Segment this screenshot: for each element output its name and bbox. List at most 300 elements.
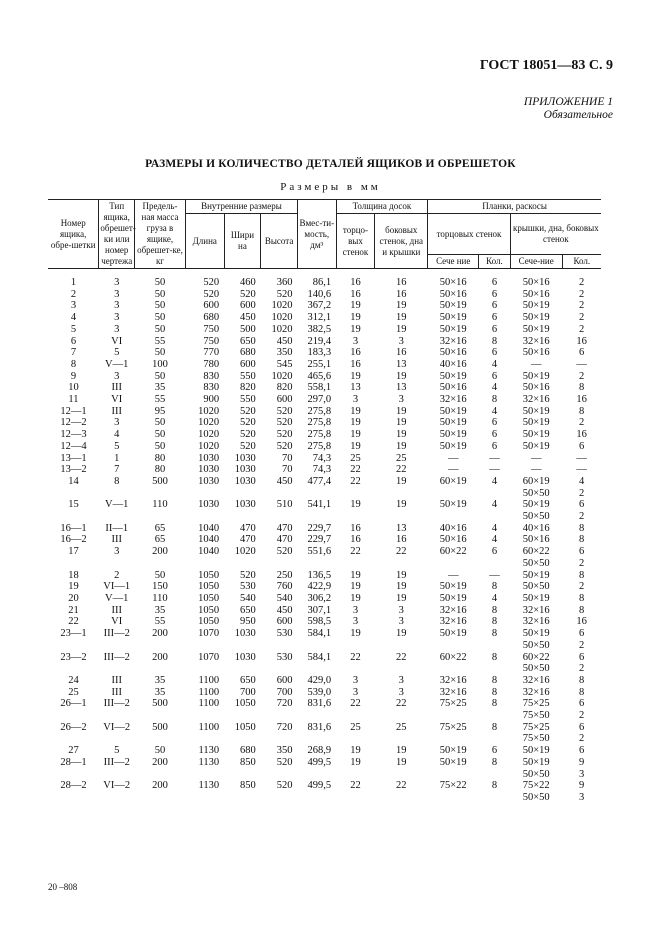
cell-thick-end: 22 (350, 651, 361, 663)
cell-width: 1030 (234, 452, 256, 464)
cell-qty-2: 2 (578, 300, 585, 312)
cell-section-2: 50×50 (522, 557, 550, 569)
cell-section: 32×16 (439, 335, 467, 347)
cell-num (48, 640, 99, 652)
table-row (48, 652, 601, 664)
cell-section-2: 75×50 (522, 710, 550, 722)
cell-height (261, 488, 298, 500)
cell-qty: 6 (491, 277, 498, 288)
cell-thick-end (336, 733, 375, 745)
cell-width: 530 (240, 581, 256, 593)
cell-qty-2: 6 (578, 651, 585, 663)
header-thick-end: торцо-вых стенок (336, 214, 375, 269)
cell-num: 23—1 (60, 628, 87, 640)
cell-num: 6 (70, 335, 77, 347)
cell-mass (135, 558, 186, 570)
cell-capacity: 306,2 (307, 592, 332, 604)
cell-height: 520 (276, 288, 293, 300)
cell-thick-end: 16 (350, 522, 361, 534)
cell-type: III (111, 405, 122, 417)
cell-mass: 500 (152, 475, 168, 487)
cell-qty (479, 792, 511, 804)
cell-width (224, 488, 261, 500)
cell-length: 1040 (198, 534, 220, 546)
cell-thick-side (375, 733, 428, 745)
cell-capacity: 140,6 (307, 288, 332, 300)
cell-thick-end: 19 (350, 569, 361, 581)
cell-height (261, 769, 298, 781)
cell-thick-end: 16 (350, 347, 361, 359)
cell-capacity: 307,1 (307, 604, 332, 616)
table-row (48, 347, 601, 359)
cell-type: 5 (114, 440, 120, 452)
cell-qty-2: 16 (576, 394, 587, 406)
cell-section-2: 50×16 (522, 277, 550, 288)
table-row (48, 488, 601, 500)
cell-thick-end: 19 (350, 323, 361, 335)
cell-width: 520 (240, 569, 256, 581)
cell-capacity (297, 733, 336, 745)
cell-capacity (297, 769, 336, 781)
cell-qty-2: 16 (576, 335, 587, 347)
cell-num (48, 792, 99, 804)
cell-thick-side: 3 (398, 394, 404, 406)
cell-num (48, 488, 99, 500)
cell-section-2: 50×19 (522, 370, 550, 382)
cell-qty: 8 (491, 604, 498, 616)
cell-qty (479, 710, 511, 722)
cell-width: 550 (240, 394, 256, 406)
cell-width: 700 (240, 686, 256, 698)
cell-type: VI—1 (103, 581, 131, 593)
cell-num: 17 (68, 546, 79, 558)
cell-mass: 80 (154, 464, 166, 476)
cell-capacity (297, 640, 336, 652)
cell-type: 3 (114, 546, 120, 558)
cell-type (99, 792, 135, 804)
cell-num: 24 (68, 674, 79, 686)
cell-num: 27 (68, 745, 79, 757)
cell-thick-side (375, 558, 428, 570)
cell-width: 450 (240, 312, 256, 324)
cell-section (428, 792, 479, 804)
cell-capacity (297, 558, 336, 570)
cell-num: 7 (70, 347, 77, 359)
cell-length (185, 663, 224, 675)
header-capacity: Вмес-ти-мость, дм³ (297, 200, 336, 269)
cell-thick-side (375, 640, 428, 652)
cell-length: 1100 (198, 698, 220, 710)
cell-width: 850 (240, 756, 256, 768)
cell-length (185, 511, 224, 523)
header-width: Шири на (224, 214, 261, 269)
cell-height: 360 (276, 277, 293, 288)
cell-num: 15 (68, 499, 79, 511)
cell-mass: 200 (152, 628, 168, 640)
table-row (48, 687, 601, 699)
cell-type: 2 (114, 569, 120, 581)
cell-height: 600 (276, 616, 293, 628)
cell-section-2: 50×19 (522, 300, 550, 312)
cell-section (428, 769, 479, 781)
cell-section-2: — (530, 464, 542, 476)
cell-mass: 35 (154, 686, 166, 698)
cell-thick-side: 22 (396, 780, 407, 792)
cell-thick-end: 16 (350, 358, 361, 370)
cell-qty: — (489, 464, 500, 476)
cell-section: 40×16 (439, 358, 467, 370)
cell-thick-side: 13 (396, 522, 407, 534)
cell-num: 25 (68, 686, 79, 698)
cell-thick-side: 22 (396, 464, 407, 476)
cell-num (48, 710, 99, 722)
cell-mass: 50 (154, 347, 166, 359)
cell-length: 1070 (198, 628, 220, 640)
table-row (48, 406, 601, 418)
table-row (48, 417, 601, 429)
cell-qty: 8 (491, 628, 498, 640)
page-header: ГОСТ 18051—83 С. 9 (479, 58, 613, 73)
cell-section-2: 75×22 (522, 780, 550, 792)
cell-thick-side: 3 (398, 686, 404, 698)
cell-type: 4 (114, 429, 120, 441)
table-row (48, 593, 601, 605)
cell-type (99, 733, 135, 745)
cell-section-2: 32×16 (522, 335, 550, 347)
cell-num: 16—1 (60, 522, 87, 534)
cell-section: 50×19 (439, 417, 467, 429)
cell-height: 470 (276, 534, 293, 546)
cell-section-2: 50×19 (522, 756, 550, 768)
cell-width: 650 (240, 604, 256, 616)
cell-capacity: 429,0 (307, 674, 332, 686)
cell-capacity: 297,0 (307, 394, 332, 406)
cell-length: 750 (203, 323, 220, 335)
cell-section: 75×25 (439, 698, 467, 710)
cell-width (224, 792, 261, 804)
cell-section-2: 50×16 (522, 382, 550, 394)
cell-length: 750 (203, 335, 220, 347)
cell-type: 3 (114, 288, 120, 300)
cell-width: 680 (240, 347, 256, 359)
cell-section: 50×19 (439, 499, 467, 511)
table-row (48, 757, 601, 769)
cell-height: 250 (276, 569, 293, 581)
table-row (48, 698, 601, 710)
spacer (48, 269, 601, 278)
cell-qty: 4 (491, 499, 498, 511)
cell-thick-side: 16 (396, 277, 407, 288)
cell-length: 1020 (198, 440, 220, 452)
cell-thick-end (336, 792, 375, 804)
cell-mass: 55 (154, 616, 166, 628)
table-row (48, 336, 601, 348)
cell-thick-side: 16 (396, 288, 407, 300)
cell-qty-2: 2 (578, 639, 585, 651)
cell-thick-end (336, 663, 375, 675)
cell-height: 520 (276, 756, 293, 768)
cell-qty: 4 (491, 522, 498, 534)
cell-qty-2: 6 (578, 440, 585, 452)
cell-type: III—2 (103, 698, 130, 710)
cell-section: 50×19 (439, 312, 467, 324)
cell-type: V—1 (105, 499, 129, 511)
cell-capacity: 584,1 (307, 628, 332, 640)
cell-num: 9 (70, 370, 77, 382)
appendix-status: Обязательное (543, 109, 613, 121)
cell-section-2: 32×16 (522, 616, 550, 628)
cell-capacity: 219,4 (307, 335, 332, 347)
cell-qty-2: 8 (578, 534, 585, 546)
cell-length: 1020 (198, 429, 220, 441)
cell-qty (479, 640, 511, 652)
cell-type: III (111, 604, 122, 616)
cell-height: 700 (276, 686, 293, 698)
cell-qty-2: 2 (578, 288, 585, 300)
cell-thick-end: 19 (350, 370, 361, 382)
cell-qty: 6 (491, 546, 498, 558)
cell-section-2: 32×16 (522, 686, 550, 698)
table-row (48, 546, 601, 558)
cell-section: 32×16 (439, 604, 467, 616)
cell-thick-end: 19 (350, 312, 361, 324)
cell-mass (135, 710, 186, 722)
cell-width: 650 (240, 335, 256, 347)
cell-section-2: 50×19 (522, 440, 550, 452)
table-row (48, 581, 601, 593)
cell-capacity: 275,8 (307, 429, 332, 441)
cell-length: 1030 (198, 499, 220, 511)
table-row (48, 745, 601, 757)
cell-thick-end: 3 (352, 674, 359, 686)
cell-num: 23—2 (60, 651, 87, 663)
cell-mass: 50 (154, 429, 166, 441)
cell-height (261, 663, 298, 675)
cell-thick-end (336, 511, 375, 523)
table-row (48, 429, 601, 441)
cell-thick-end: 3 (352, 394, 359, 406)
cell-num: 10 (68, 382, 79, 394)
cell-thick-end (336, 710, 375, 722)
cell-thick-side (375, 710, 428, 722)
cell-type (99, 640, 135, 652)
header-section: Сече ние (428, 255, 479, 269)
cell-thick-side: 19 (396, 370, 407, 382)
cell-length: 830 (203, 370, 220, 382)
cell-height: 520 (276, 546, 293, 558)
cell-thick-end: 19 (350, 440, 361, 452)
cell-thick-end: 3 (352, 604, 359, 616)
cell-section-2: 75×25 (522, 698, 550, 710)
cell-thick-side: 22 (396, 651, 407, 663)
cell-height: 720 (276, 721, 293, 733)
cell-type: 7 (114, 464, 120, 476)
cell-height: 70 (281, 452, 293, 464)
cell-mass: 50 (154, 323, 166, 335)
cell-num: 19 (68, 581, 79, 593)
cell-section: 32×16 (439, 616, 467, 628)
cell-thick-side: 19 (396, 300, 407, 312)
cell-width: 1030 (234, 499, 256, 511)
cell-width: 470 (240, 534, 256, 546)
table-row (48, 324, 601, 336)
cell-height: 530 (276, 628, 293, 640)
cell-qty-2: — (576, 452, 587, 464)
cell-thick-end: 25 (350, 721, 361, 733)
table-row (48, 558, 601, 570)
cell-thick-side (375, 792, 428, 804)
cell-height: 545 (276, 358, 293, 370)
cell-mass: 50 (154, 569, 166, 581)
cell-type: 3 (114, 417, 120, 429)
cell-section-2: 50×19 (522, 569, 550, 581)
header-thickness: Толщина досок (336, 200, 428, 214)
cell-section: 32×16 (439, 394, 467, 406)
table-row (48, 605, 601, 617)
cell-type: 3 (114, 312, 120, 324)
cell-thick-side: 19 (396, 440, 407, 452)
cell-width: 650 (240, 674, 256, 686)
cell-height (261, 710, 298, 722)
cell-type (99, 710, 135, 722)
cell-num: 26—1 (60, 698, 87, 710)
cell-capacity: 312,1 (307, 312, 332, 324)
cell-capacity: 465,6 (307, 370, 332, 382)
cell-mass: 50 (154, 417, 166, 429)
cell-section: 50×16 (439, 288, 467, 300)
cell-type: VI (111, 394, 123, 406)
cell-section: 50×16 (439, 277, 467, 288)
cell-thick-end: 25 (350, 452, 361, 464)
cell-section-2: 60×19 (522, 475, 550, 487)
cell-num: 12—1 (60, 405, 87, 417)
cell-height: 1020 (271, 323, 293, 335)
cell-capacity (297, 488, 336, 500)
cell-num: 2 (70, 288, 77, 300)
cell-width (224, 511, 261, 523)
cell-qty-2: — (576, 358, 587, 370)
cell-mass: 50 (154, 440, 166, 452)
cell-num: 3 (70, 300, 77, 312)
cell-qty (479, 558, 511, 570)
cell-thick-end: 16 (350, 534, 361, 546)
cell-qty-2: 9 (578, 780, 585, 792)
cell-qty-2: 3 (578, 791, 585, 803)
cell-height: 520 (276, 429, 293, 441)
cell-capacity: 499,5 (307, 756, 332, 768)
cell-section: 50×19 (439, 581, 467, 593)
cell-height: 520 (276, 405, 293, 417)
cell-thick-end: 19 (350, 300, 361, 312)
cell-length: 780 (203, 358, 220, 370)
cell-qty-2: 2 (578, 557, 585, 569)
cell-qty-2: 6 (578, 698, 585, 710)
cell-qty-2: 2 (578, 663, 585, 675)
cell-length (185, 488, 224, 500)
cell-height: 760 (276, 581, 293, 593)
table-row (48, 640, 601, 652)
cell-width: 500 (240, 323, 256, 335)
cell-width: 600 (240, 300, 256, 312)
table-row (48, 780, 601, 792)
cell-height: 530 (276, 651, 293, 663)
cell-qty-2: 2 (578, 312, 585, 324)
header-qty-2: Кол. (562, 255, 601, 269)
cell-thick-side: 22 (396, 546, 407, 558)
cell-width: 1030 (234, 628, 256, 640)
cell-length: 1050 (198, 604, 220, 616)
cell-mass (135, 663, 186, 675)
cell-type: III (111, 534, 122, 546)
cell-mass (135, 733, 186, 745)
header-planks: Планки, раскосы (428, 200, 601, 214)
cell-qty: 6 (491, 347, 498, 359)
cell-height: 520 (276, 417, 293, 429)
cell-capacity: 382,5 (307, 323, 332, 335)
cell-thick-end: 22 (350, 780, 361, 792)
cell-type: 3 (114, 277, 120, 288)
cell-width: 1050 (234, 698, 256, 710)
cell-width: 470 (240, 522, 256, 534)
cell-height: 520 (276, 780, 293, 792)
cell-capacity: 541,1 (307, 499, 332, 511)
cell-mass: 200 (152, 546, 168, 558)
cell-type: V—1 (105, 592, 129, 604)
cell-qty-2: 4 (578, 475, 585, 487)
cell-width: 850 (240, 780, 256, 792)
cell-height: 450 (276, 335, 293, 347)
cell-length: 680 (203, 312, 220, 324)
table-row (48, 382, 601, 394)
cell-section: 50×16 (439, 534, 467, 546)
cell-length (185, 769, 224, 781)
cell-qty: 6 (491, 288, 498, 300)
cell-thick-end: 13 (350, 382, 361, 394)
cell-section (428, 663, 479, 675)
cell-height: 1020 (271, 312, 293, 324)
cell-capacity: 275,8 (307, 440, 332, 452)
cell-mass: 95 (154, 405, 166, 417)
table-row (48, 769, 601, 781)
cell-section-2: 50×16 (522, 534, 550, 546)
cell-thick-side: 3 (398, 674, 404, 686)
cell-section: 60×19 (439, 475, 467, 487)
cell-section (428, 511, 479, 523)
cell-thick-side: 19 (396, 569, 407, 581)
cell-mass: 50 (154, 277, 166, 288)
cell-capacity: 268,9 (307, 745, 332, 757)
cell-length: 520 (203, 288, 220, 300)
cell-capacity: 74,3 (312, 464, 332, 476)
cell-thick-end: 22 (350, 464, 361, 476)
table-row (48, 511, 601, 523)
table-row (48, 289, 601, 301)
cell-thick-end: 19 (350, 592, 361, 604)
cell-height: 450 (276, 604, 293, 616)
cell-thick-end (336, 769, 375, 781)
cell-qty: 4 (491, 405, 498, 417)
cell-section: 50×19 (439, 745, 467, 757)
cell-mass: 100 (152, 358, 168, 370)
cell-qty: 8 (491, 780, 498, 792)
cell-capacity (297, 710, 336, 722)
table-row (48, 534, 601, 546)
cell-section-2: 50×19 (522, 429, 550, 441)
cell-mass: 500 (152, 698, 168, 710)
cell-thick-end: 19 (350, 581, 361, 593)
cell-section: 32×16 (439, 686, 467, 698)
cell-mass: 50 (154, 300, 166, 312)
